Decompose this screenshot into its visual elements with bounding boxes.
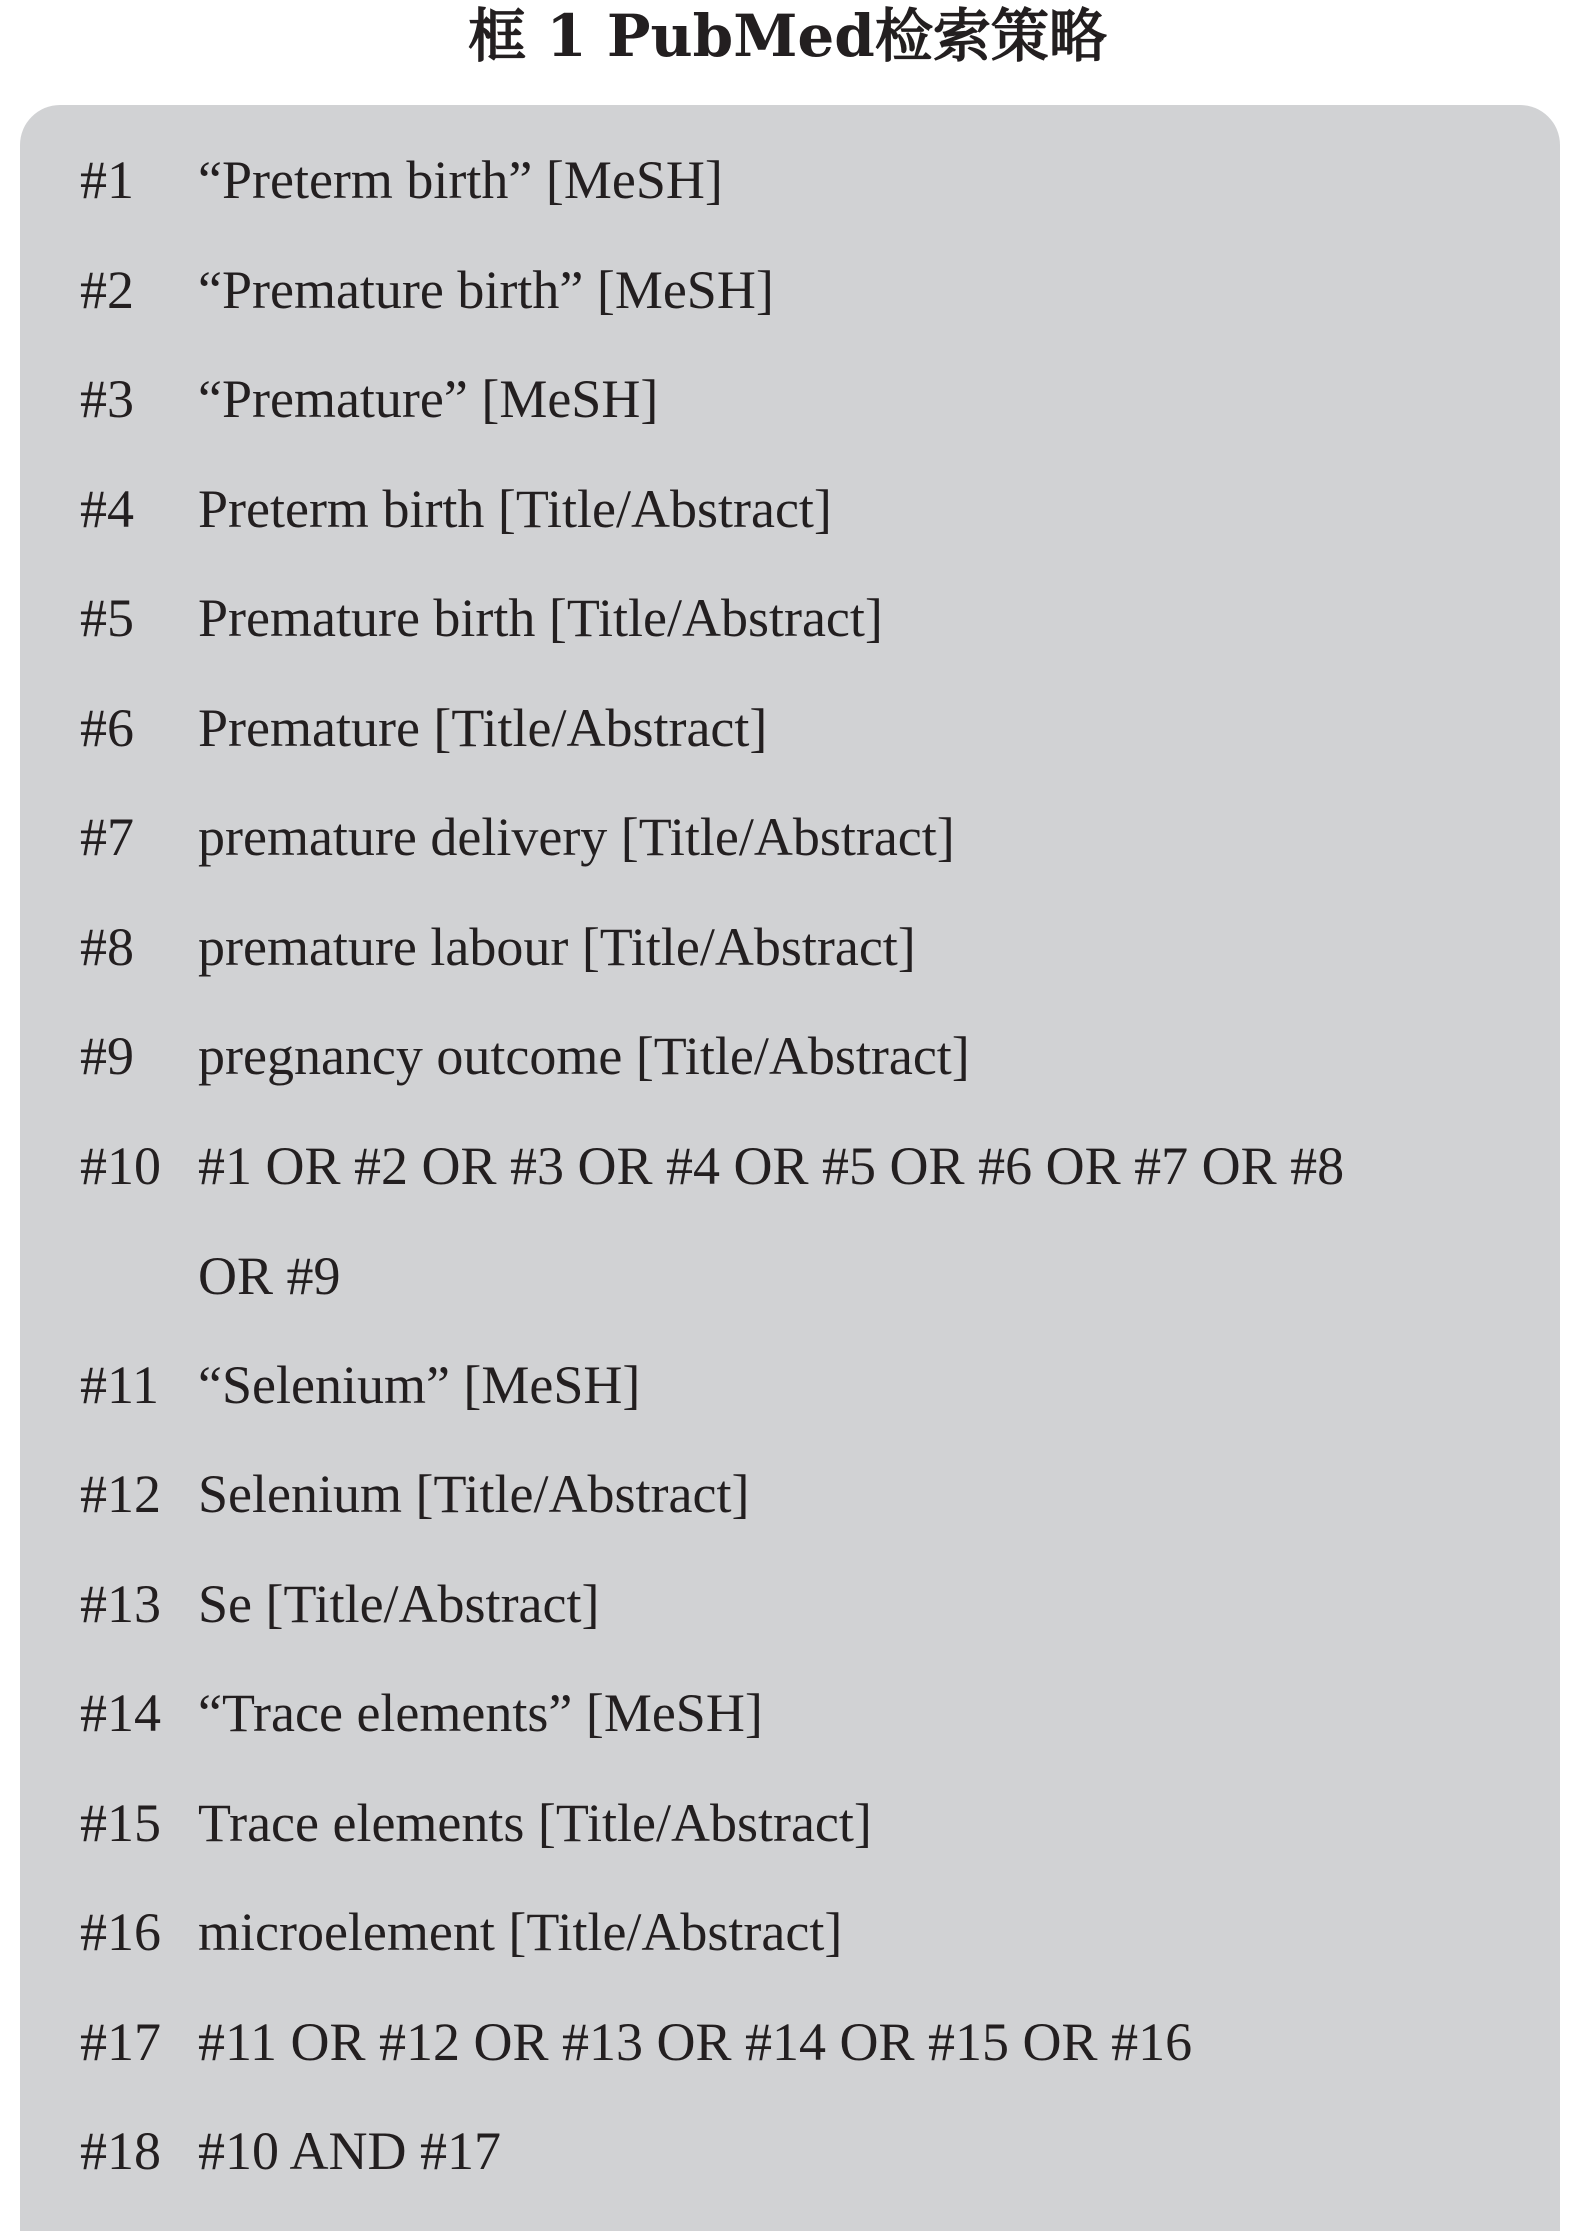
search-step-query [198, 1001, 1498, 1111]
search-step-number: #16 [80, 1902, 161, 1962]
search-step-row [20, 1658, 1560, 1768]
search-step-row [20, 235, 1560, 345]
query-text: #1 OR #2 OR #3 OR #4 OR #5 OR #6 OR #7 OR #8 [198, 1135, 1345, 1196]
search-step-query [198, 235, 1498, 345]
search-step-query [198, 1549, 1498, 1659]
search-step-row [20, 782, 1560, 892]
search-step-number: #18 [80, 2121, 161, 2181]
query-text: “Trace elements” [MeSH] [198, 1683, 763, 1743]
search-step-query [198, 1877, 1498, 1987]
search-step-row [20, 1877, 1560, 1987]
search-step-number: #8 [80, 916, 134, 977]
search-step-query [198, 1987, 1498, 2097]
search-strategy-panel [20, 105, 1560, 2231]
search-step-row [20, 1001, 1560, 1111]
query-text: #10 AND #17 [198, 2121, 502, 2181]
query-text: Se [Title/Abstract] [198, 1573, 600, 1634]
search-step-query [198, 454, 1498, 564]
search-step-query [198, 1439, 1498, 1549]
query-text: Premature [Title/Abstract] [198, 697, 768, 758]
query-text: #11 OR #12 OR #13 OR #14 OR #15 OR #16 [198, 2011, 1193, 2072]
search-step-number: #4 [80, 478, 134, 539]
search-step-row [20, 454, 1560, 564]
search-step-row [20, 2096, 1560, 2206]
query-text: “Selenium” [MeSH] [198, 1354, 641, 1415]
query-text: Trace elements [Title/Abstract] [198, 1792, 872, 1853]
search-step-query [198, 1768, 1498, 1878]
query-text: pregnancy outcome [Title/Abstract] [198, 1026, 970, 1086]
search-step-row [20, 563, 1560, 673]
search-step-number: #17 [80, 2011, 161, 2072]
query-text: microelement [Title/Abstract] [198, 1902, 843, 1962]
query-text-continuation: OR #9 [198, 1245, 341, 1306]
search-step-number: #3 [80, 369, 134, 429]
search-step-number: #5 [80, 588, 134, 648]
search-step-number: #9 [80, 1026, 134, 1086]
search-step-number: #2 [80, 259, 134, 320]
search-step-number: #15 [80, 1792, 161, 1853]
search-step-row [20, 1987, 1560, 2097]
query-text: “Premature” [MeSH] [198, 369, 659, 429]
query-text: “Premature birth” [MeSH] [198, 259, 774, 320]
search-step-number: #13 [80, 1573, 161, 1634]
search-step-query [198, 673, 1498, 783]
search-step-row [20, 892, 1560, 1002]
search-step-row [20, 1439, 1560, 1549]
search-step-query [198, 782, 1498, 892]
search-step-number: #7 [80, 807, 134, 867]
search-step-number: #1 [80, 150, 134, 210]
search-step-query [198, 2096, 1498, 2206]
search-step-row [20, 125, 1560, 235]
search-step-number: #10 [80, 1135, 161, 1196]
search-step-query [198, 1658, 1498, 1768]
search-step-number: #6 [80, 697, 134, 758]
search-step-query [198, 344, 1498, 454]
search-step-row [20, 1111, 1560, 1306]
search-step-row [20, 1768, 1560, 1878]
search-step-query [198, 1111, 1498, 1331]
query-text: premature delivery [Title/Abstract] [198, 807, 955, 867]
search-step-query [198, 125, 1498, 235]
search-step-number: #12 [80, 1464, 161, 1524]
query-text: Premature birth [Title/Abstract] [198, 588, 883, 648]
search-step-row [20, 673, 1560, 783]
search-step-row [20, 1330, 1560, 1440]
search-step-row [20, 344, 1560, 454]
query-text: Selenium [Title/Abstract] [198, 1464, 750, 1524]
search-step-number: #14 [80, 1683, 161, 1743]
search-step-query [198, 563, 1498, 673]
search-step-row [20, 1549, 1560, 1659]
query-text: Preterm birth [Title/Abstract] [198, 478, 832, 539]
box-title: 框 1 PubMed检索策略 [468, 2, 1107, 70]
search-step-query [198, 892, 1498, 1002]
query-text: premature labour [Title/Abstract] [198, 916, 916, 977]
search-step-query [198, 1330, 1498, 1440]
search-step-number: #11 [80, 1354, 159, 1415]
query-text: “Preterm birth” [MeSH] [198, 150, 723, 210]
